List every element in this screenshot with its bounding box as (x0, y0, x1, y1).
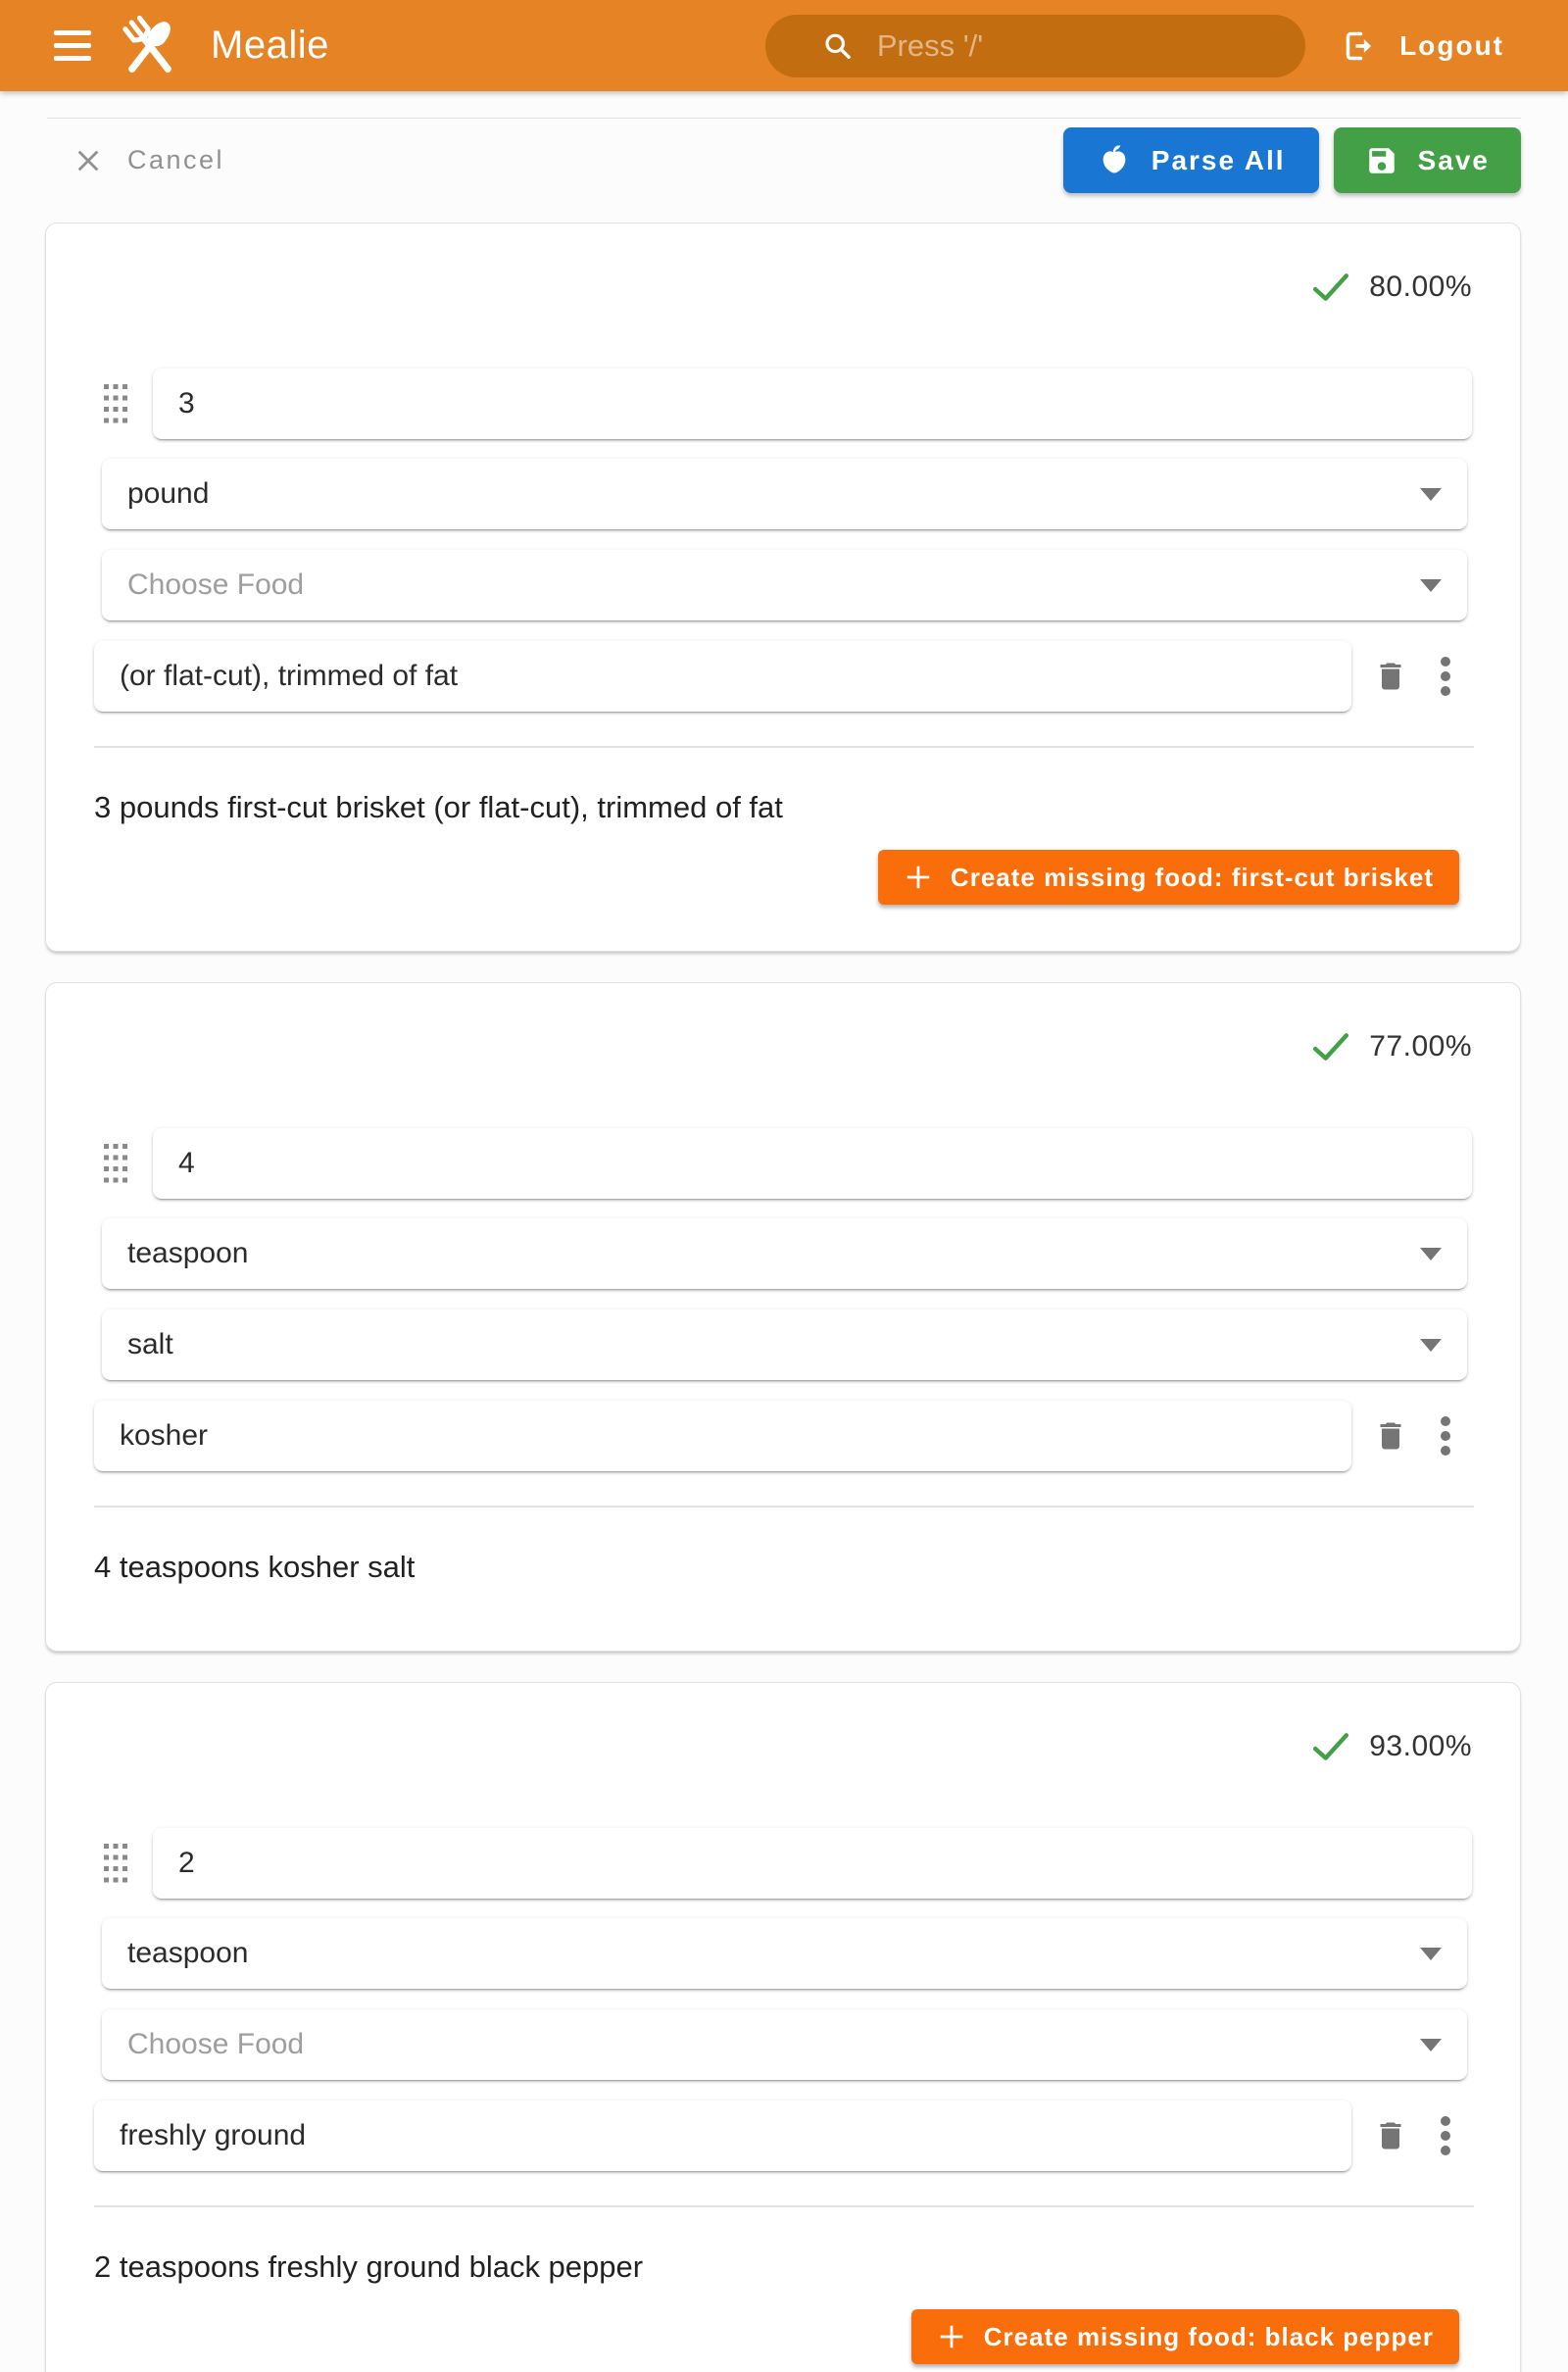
drag-handle-icon[interactable] (104, 1844, 127, 1883)
chevron-down-icon (1420, 1248, 1442, 1260)
unit-value: pound (127, 477, 210, 510)
kebab-icon (1440, 1413, 1451, 1458)
more-options-button[interactable] (1440, 654, 1451, 699)
chevron-down-icon (1420, 1339, 1442, 1352)
food-placeholder: Choose Food (127, 568, 305, 601)
confidence-row (46, 1724, 1472, 1769)
ingredient-summary: 2 teaspoons freshly ground black pepper (94, 2249, 644, 2284)
note-row (94, 1401, 1520, 1471)
chevron-down-icon (1420, 579, 1442, 592)
unit-select[interactable] (102, 459, 1467, 529)
checkmark-icon (1312, 1732, 1349, 1761)
unit-value: teaspoon (127, 1237, 249, 1269)
more-options-button[interactable] (1440, 2113, 1451, 2158)
unit-select[interactable] (102, 1218, 1467, 1289)
delete-button[interactable] (1373, 1416, 1408, 1456)
note-row (94, 641, 1520, 712)
logout-icon (1339, 26, 1378, 66)
logout-label: Logout (1399, 29, 1504, 61)
amount-row (46, 1128, 1472, 1199)
more-options-button[interactable] (1440, 1413, 1451, 1458)
editor-toolbar (47, 127, 1521, 193)
kebab-icon (1440, 2113, 1451, 2158)
note-input[interactable] (120, 660, 1326, 693)
ingredient-summary: 3 pounds first-cut brisket (or flat-cut), trimmed of fat (94, 790, 783, 824)
food-select[interactable] (102, 2009, 1467, 2080)
trash-icon (1373, 2116, 1408, 2155)
search-bar[interactable] (765, 15, 1305, 77)
drag-handle-icon[interactable] (104, 384, 127, 423)
unit-value: teaspoon (127, 1937, 249, 1969)
apple-icon (1097, 143, 1132, 178)
header-divider (47, 118, 1521, 119)
checkmark-icon (1312, 1032, 1349, 1062)
cancel-button[interactable] (74, 145, 224, 175)
menu-icon[interactable] (54, 30, 91, 61)
amount-input[interactable] (178, 387, 1446, 420)
parse-all-button[interactable] (1063, 127, 1319, 193)
confidence-row (46, 265, 1472, 310)
checkmark-icon (1312, 272, 1349, 302)
create-missing-food-button[interactable] (911, 2309, 1459, 2364)
note-row (94, 2100, 1520, 2171)
unit-select[interactable] (102, 1918, 1467, 1989)
confidence-value: 93.00% (1369, 1730, 1472, 1762)
search-icon (822, 28, 854, 64)
amount-input[interactable] (178, 1147, 1446, 1180)
create-missing-food-label: Create missing food: first-cut brisket (950, 862, 1434, 892)
save-label: Save (1417, 144, 1490, 175)
create-missing-food-label: Create missing food: black pepper (983, 2321, 1434, 2351)
amount-input[interactable] (178, 1847, 1446, 1880)
card-divider (94, 1506, 1474, 1507)
amount-row (46, 1828, 1472, 1899)
delete-button[interactable] (1373, 657, 1408, 696)
kebab-icon (1440, 654, 1451, 699)
chevron-down-icon (1420, 1948, 1442, 1960)
ingredient-card (45, 1682, 1521, 2372)
create-missing-food-button[interactable] (878, 850, 1459, 905)
plus-icon (937, 2322, 966, 2351)
parse-all-label: Parse All (1151, 144, 1286, 175)
ingredient-card (45, 982, 1521, 1652)
chevron-down-icon (1420, 2039, 1442, 2051)
note-input[interactable] (120, 1419, 1326, 1453)
trash-icon (1373, 657, 1408, 696)
food-select[interactable] (102, 1310, 1467, 1380)
amount-row (46, 369, 1472, 439)
food-value: salt (127, 1328, 173, 1360)
cancel-label: Cancel (127, 145, 225, 174)
search-input[interactable] (877, 28, 1280, 64)
ingredient-summary: 4 teaspoons kosher salt (94, 1550, 416, 1584)
ingredient-card (45, 222, 1521, 952)
plus-icon (904, 863, 933, 892)
card-divider (94, 746, 1474, 748)
food-placeholder: Choose Food (127, 2028, 305, 2060)
chevron-down-icon (1420, 488, 1442, 501)
close-icon (74, 147, 102, 174)
delete-button[interactable] (1373, 2116, 1408, 2155)
drag-handle-icon[interactable] (104, 1144, 127, 1183)
card-divider (94, 2205, 1474, 2207)
app-title: Mealie (211, 24, 329, 67)
logout-button[interactable] (1339, 26, 1504, 66)
app-bar (0, 0, 1568, 91)
confidence-value: 77.00% (1369, 1030, 1472, 1062)
trash-icon (1373, 1416, 1408, 1456)
confidence-row (46, 1024, 1472, 1069)
mealie-logo-icon (117, 11, 183, 81)
food-select[interactable] (102, 550, 1467, 620)
note-input[interactable] (120, 2119, 1326, 2152)
save-button[interactable] (1334, 127, 1521, 193)
confidence-value: 80.00% (1369, 271, 1472, 303)
save-icon (1365, 144, 1398, 177)
